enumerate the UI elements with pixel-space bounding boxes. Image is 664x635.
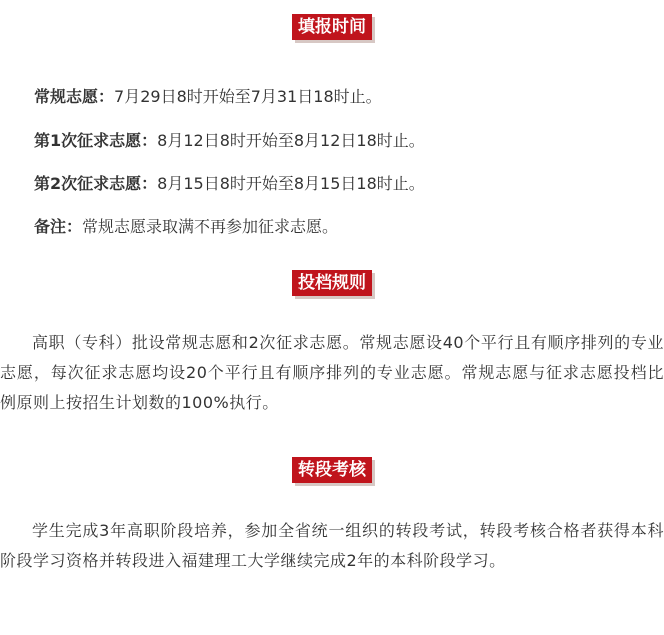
item-text: 7月29日8时开始至7月31日18时止。: [114, 87, 382, 106]
item-separator: ：: [141, 131, 158, 150]
list-item-note: [34, 216, 338, 238]
item-separator: ：: [141, 174, 158, 193]
item-separator: ：: [98, 87, 115, 106]
item-text: 8月15日8时开始至8月15日18时止。: [157, 174, 425, 193]
item-label: 第2次征求志愿: [34, 174, 142, 193]
section-title-admission-rules: 投档规则: [292, 270, 372, 296]
paragraph-admission-rules: 高职（专科）批设常规志愿和2次征求志愿。常规志愿设40个平行且有顺序排列的专业志愿，每次征求志愿均设20个平行且有顺序排列的专业志愿。常规志愿与征求志愿投档比例原则上按招生计划数的100%执行。: [0, 333, 664, 412]
item-label: 常规志愿: [34, 87, 99, 106]
paragraph-transfer-assessment: 学生完成3年高职阶段培养，参加全省统一组织的转段考试，转段考核合格者获得本科阶段学习资格并转段进入福建理工大学继续完成2年的本科阶段学习。: [0, 521, 664, 570]
list-item-second-solicitation: [34, 173, 425, 195]
item-text: 8月12日8时开始至8月12日18时止。: [157, 131, 425, 150]
list-item-first-solicitation: [34, 130, 425, 152]
section-title-transfer-assessment: 转段考核: [292, 457, 372, 483]
item-text: 常规志愿录取满不再参加征求志愿。: [82, 217, 339, 236]
item-separator: ：: [66, 217, 83, 236]
section-title-filling-time: 填报时间: [292, 14, 372, 40]
item-label: 备注: [34, 217, 67, 236]
list-item-regular-volunteer: [34, 86, 382, 108]
item-label: 第1次征求志愿: [34, 131, 142, 150]
